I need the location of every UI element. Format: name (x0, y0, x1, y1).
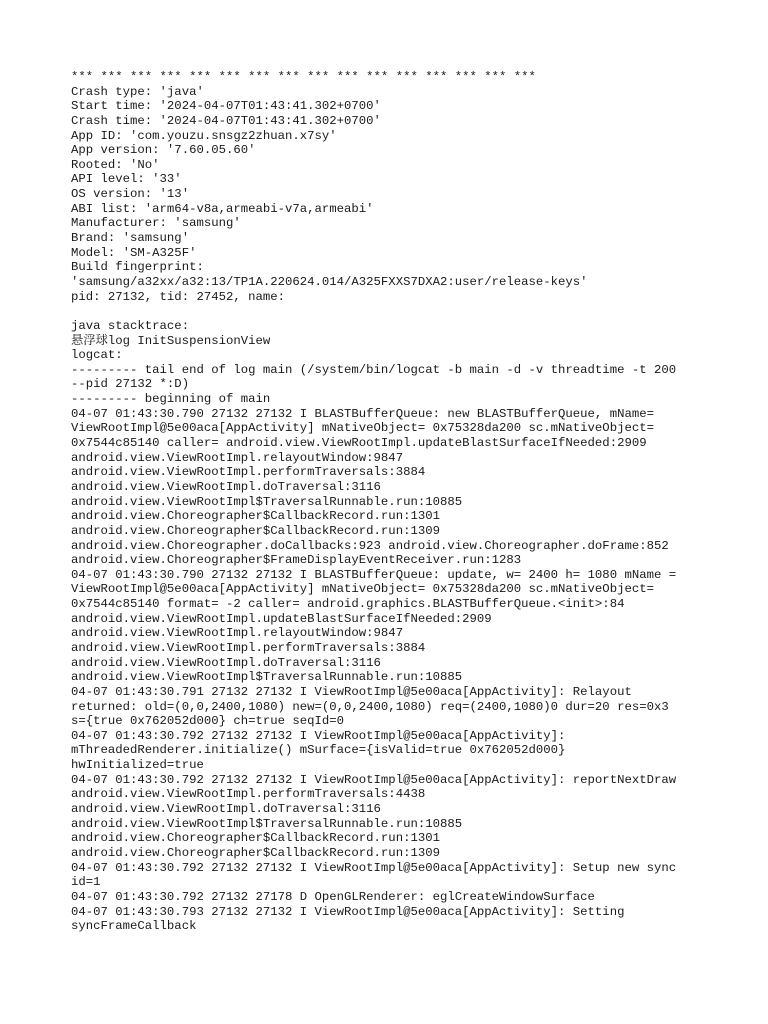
blank-line (71, 304, 761, 319)
logcat-line: android.view.Choreographer$FrameDisplayEventReceiver.run:1283 (71, 553, 522, 568)
logcat-line: s={true 0x762052d000} ch=true seqId=0 (71, 714, 345, 729)
stacktrace-line: 悬浮球log InitSuspensionView (71, 333, 271, 348)
logcat-line: --------- beginning of main (71, 392, 271, 407)
api-level-line: API level: '33' (71, 172, 182, 187)
logcat-line: android.view.ViewRootImpl.updateBlastSurfaceIfNeeded:2909 (71, 611, 492, 626)
logcat-line: android.view.ViewRootImpl$TraversalRunnable.run:10885 (71, 816, 463, 831)
logcat-line: 04-07 01:43:30.791 27132 27132 I ViewRootImpl@5e00aca[AppActivity]: Relayout (71, 684, 632, 699)
logcat-line: android.view.Choreographer$CallbackRecord.run:1309 (71, 845, 440, 860)
logcat-line: syncFrameCallback (71, 919, 197, 934)
logcat-line: android.view.Choreographer.doCallbacks:923 android.view.Choreographer.doFrame:852 (71, 538, 669, 553)
logcat-line: android.view.ViewRootImpl.doTraversal:3116 (71, 655, 381, 670)
app-version-line: App version: '7.60.05.60' (71, 143, 256, 158)
logcat-line: android.view.ViewRootImpl$TraversalRunnable.run:10885 (71, 670, 463, 685)
model-line: Model: 'SM-A325F' (71, 245, 197, 260)
logcat-line: android.view.Choreographer$CallbackRecord.run:1309 (71, 523, 440, 538)
logcat-line: ViewRootImpl@5e00aca[AppActivity] mNativeObject= 0x75328da200 sc.mNativeObject= (71, 421, 654, 436)
crash-type-line: Crash type: 'java' (71, 84, 204, 99)
app-id-line: App ID: 'com.youzu.snsgz2zhuan.x7sy' (71, 128, 337, 143)
logcat-line: android.view.ViewRootImpl.doTraversal:3116 (71, 802, 381, 817)
logcat-line: android.view.Choreographer$CallbackRecord.run:1301 (71, 509, 440, 524)
logcat-line: ViewRootImpl@5e00aca[AppActivity] mNativeObject= 0x75328da200 sc.mNativeObject= (71, 582, 654, 597)
crash-time-line: Crash time: '2024-04-07T01:43:41.302+0700' (71, 113, 381, 128)
brand-line: Brand: 'samsung' (71, 231, 190, 246)
logcat-line: hwInitialized=true (71, 758, 204, 773)
rooted-line: Rooted: 'No' (71, 157, 160, 172)
logcat-line: 04-07 01:43:30.792 27132 27178 D OpenGLRenderer: eglCreateWindowSurface (71, 889, 595, 904)
build-fingerprint-value: 'samsung/a32xx/a32:13/TP1A.220624.014/A325FXXS7DXA2:user/release-keys' (71, 274, 588, 289)
logcat-line: 04-07 01:43:30.790 27132 27132 I BLASTBufferQueue: new BLASTBufferQueue, mName= (71, 406, 654, 421)
logcat-line: android.view.ViewRootImpl.performTraversals:3884 (71, 640, 426, 655)
logcat-line: 04-07 01:43:30.790 27132 27132 I BLASTBufferQueue: update, w= 2400 h= 1080 mName = (71, 567, 677, 582)
logcat-line: 04-07 01:43:30.793 27132 27132 I ViewRootImpl@5e00aca[AppActivity]: Setting (71, 904, 625, 919)
logcat-line: android.view.ViewRootImpl$TraversalRunnable.run:10885 (71, 494, 463, 509)
logcat-line: 0x7544c85140 format= -2 caller= android.graphics.BLASTBufferQueue.<init>:84 (71, 597, 625, 612)
logcat-line: android.view.ViewRootImpl.performTraversals:3884 (71, 465, 426, 480)
logcat-label: logcat: (71, 348, 123, 363)
abi-list-line: ABI list: 'arm64-v8a,armeabi-v7a,armeabi' (71, 201, 374, 216)
logcat-line: mThreadedRenderer.initialize() mSurface={isValid=true 0x762052d000} (71, 743, 566, 758)
logcat-line: 04-07 01:43:30.792 27132 27132 I ViewRootImpl@5e00aca[AppActivity]: (71, 728, 566, 743)
logcat-line: --pid 27132 *:D) (71, 377, 190, 392)
logcat-line: 04-07 01:43:30.792 27132 27132 I ViewRootImpl@5e00aca[AppActivity]: reportNextDraw (71, 772, 677, 787)
build-fingerprint-label: Build fingerprint: (71, 260, 204, 275)
logcat-line: android.view.ViewRootImpl.relayoutWindow:9847 (71, 450, 404, 465)
crash-log-document (71, 70, 761, 934)
os-version-line: OS version: '13' (71, 187, 190, 202)
logcat-line: android.view.ViewRootImpl.doTraversal:3116 (71, 479, 381, 494)
logcat-line: android.view.Choreographer$CallbackRecord.run:1301 (71, 831, 440, 846)
start-time-line: Start time: '2024-04-07T01:43:41.302+0700' (71, 99, 381, 114)
logcat-line: --------- tail end of log main (/system/bin/logcat -b main -d -v threadtime -t 200 (71, 362, 677, 377)
log-separator: *** *** *** *** *** *** *** *** *** *** *** *** *** *** *** *** (71, 70, 536, 84)
logcat-line: returned: old=(0,0,2400,1080) new=(0,0,2400,1080) req=(2400,1080)0 dur=20 res=0x3 (71, 699, 669, 714)
pid-tid-line: pid: 27132, tid: 27452, name: (71, 289, 286, 304)
logcat-line: android.view.ViewRootImpl.performTraversals:4438 (71, 787, 426, 802)
java-stacktrace-label: java stacktrace: (71, 318, 190, 333)
logcat-line: 0x7544c85140 caller= android.view.ViewRootImpl.updateBlastSurfaceIfNeeded:2909 (71, 436, 647, 451)
manufacturer-line: Manufacturer: 'samsung' (71, 216, 241, 231)
logcat-line: id=1 (71, 875, 101, 890)
logcat-line: android.view.ViewRootImpl.relayoutWindow:9847 (71, 626, 404, 641)
logcat-line: 04-07 01:43:30.792 27132 27132 I ViewRootImpl@5e00aca[AppActivity]: Setup new sync (71, 860, 677, 875)
